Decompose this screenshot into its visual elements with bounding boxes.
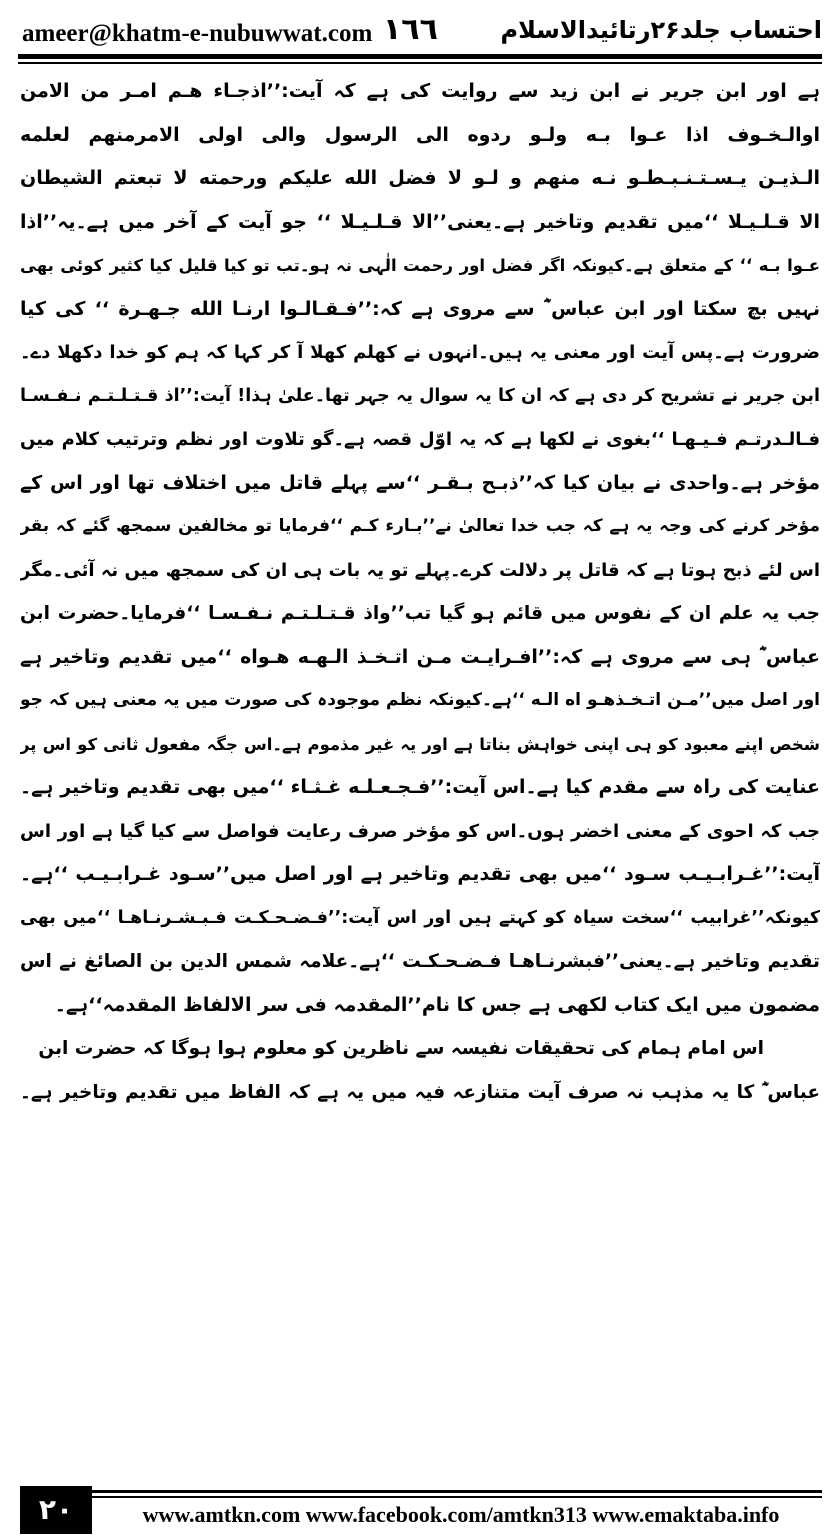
text-line: ابن جریر نے تشریح کر دی ہے کہ ان کا یہ سوال یہ جہر تھا۔علیٰ ہذا! آیت:’’اذ قـتـلـتـم نـفـسـا	[20, 385, 820, 406]
text-line: مؤخر ہے۔واحدی نے بیان کیا کہ’’ذبـح بـقـر ‘‘سے پہلے قاتل میں اختلاف تھا اور اس کے	[20, 471, 820, 494]
text-line: الـذيـن يـسـتـنـبـطـو نـه منهم و لـو لا فضل الله علیکم ورحمته لا تبعتم الشيطان	[20, 167, 820, 189]
text-line: کیونکہ’’غرابیب ‘‘سخت سیاہ کو کہتے ہیں اور اس آیت:’’فـضـحـكـت فـبـشـرنـاهـا ‘‘میں بھی	[20, 907, 820, 928]
footer-page-number: ۲۰	[20, 1486, 92, 1534]
text-line: عباس ؓ ہی سے مروی ہے کہ:’’افـرايـت مـن اتـخـذ الـهـه هـواه ‘‘میں تقدیم وتاخیر ہے	[20, 645, 820, 668]
text-line: فـالـدرتـم فـيـهـا ‘‘بغوی نے لکھا ہے کہ یہ اوّل قصہ ہے۔گو تلاوت اور نظم وترتیب کلام میں	[20, 429, 820, 450]
text-line: تقدیم وتاخیر ہے۔یعنی’’فبشرنـاهـا فـضـحـكـت ‘‘ہے۔علامہ شمس الدین بن الصائغ نے اس	[20, 951, 820, 972]
footer-rule-thick	[92, 1490, 822, 1493]
header-book-title: احتساب جلد۲۶رتائیدالاسلام	[500, 16, 822, 44]
header-email: ameer@khatm-e-nubuwwat.com	[22, 20, 373, 47]
header-rule-thin	[18, 62, 822, 64]
text-line: جب یہ علم ان کے نفوس میں قائم ہو گیا تب’’واذ قـتـلـتـم نـفـسـا ‘‘فرمایا۔حضرت ابن	[20, 603, 820, 624]
page-header	[0, 0, 840, 60]
text-line: عنایت کی راہ سے مقدم کیا ہے۔اس آیت:’’فـجـعـلـه غـثـاء ‘‘میں بھی تقدیم وتاخیر ہے۔	[20, 776, 820, 798]
header-rule-thick	[18, 54, 822, 59]
text-line: آیت:’’غـرابـيـب سـود ‘‘میں بھی تقدیم وتاخیر ہے اور اصل میں’’سـود غـرابـيـب ‘‘ہے۔	[20, 863, 820, 885]
text-line: اور اصل میں’’مـن اتـخـذهـو اه الـه ‘‘ہے۔کیونکہ نظم موجودہ کی صورت میں یہ معنی ہیں کہ جو	[20, 690, 820, 710]
text-line: شخص اپنے معبود کو ہی اپنی خواہش بناتا ہے اور یہ غیر مذموم ہے۔اس جگہ مفعول ثانی کو اس پر	[20, 734, 820, 754]
text-line: مضمون میں ایک کتاب لکھی ہے جس کا نام’’المقدمہ فی سر الالفاظ المقدمہ‘‘ہے۔	[54, 993, 820, 1016]
text-line: نہیں بچ سکتا اور ابن عباس ؓ سے مروی ہے کہ:’’فـقـالـوا ارنـا الله جـهـرة ‘‘ کی کیا	[20, 297, 820, 320]
text-line: جب کہ احوی کے معنی اخضر ہوں۔اس کو مؤخر صرف رعایت فواصل سے کیا گیا ہے اور اس	[20, 820, 820, 842]
page-footer	[0, 1478, 840, 1540]
text-line-paragraph-start: اس امام ہمام کی تحقیقات نفیسہ سے ناظرین کو معلوم ہوا ہوگا کہ حضرت ابن	[38, 1038, 764, 1059]
text-line: اوالـخـوف اذا عـوا بـه ولـو ردوه الی الرسول والی اولی الامرمنهم لعلمه	[20, 123, 820, 146]
text-line: عـوا بـه ‘‘ کے متعلق ہے۔کیونکہ اگر فضل اور رحمت الٰہی نہ ہو۔تب تو کیا قلیل کیا کثیر کوئی بھی	[20, 256, 820, 275]
text-line: عباس ؓ کا یہ مذہب نہ صرف آیت متنازعہ فیہ میں یہ ہے کہ الفاظ میں تقدیم وتاخیر ہے۔	[20, 1081, 820, 1103]
text-line: الا قـلـيـلا ‘‘میں تقدیم وتاخیر ہے۔یعنی’’الا قـلـيـلا ‘‘ جو آیت کے آخر میں ہے۔یہ’’اذا	[20, 210, 820, 233]
text-line: مؤخر کرنے کی وجہ یہ ہے کہ جب خدا تعالیٰ نے’’بـارء کـم ‘‘فرمایا تو مخالفین سمجھ گئے کہ بقر	[20, 516, 820, 536]
header-page-number: ١٦٦	[383, 12, 438, 47]
text-line: ہے اور ابن جریر نے ابن زید سے روایت کی ہے کہ آیت:’’اذجـاء هـم امـر من الامن	[20, 80, 820, 102]
page-body-text	[20, 70, 820, 1470]
text-line: اس لئے ذبح ہوتا ہے کہ قاتل پر دلالت کرے۔پہلے تو یہ بات ہی ان کی سمجھ میں نہ آئی۔مگر	[20, 559, 820, 581]
footer-urls: www.amtkn.com www.facebook.com/amtkn313 www.emaktaba.info	[142, 1502, 780, 1527]
text-line: ضرورت ہے۔پس آیت اور معنی یہ ہیں۔انہوں نے کھلم کھلا آ کر کہا کہ ہم کو خدا دکھلا دے۔	[20, 342, 820, 363]
footer-rule-thin	[92, 1496, 822, 1498]
